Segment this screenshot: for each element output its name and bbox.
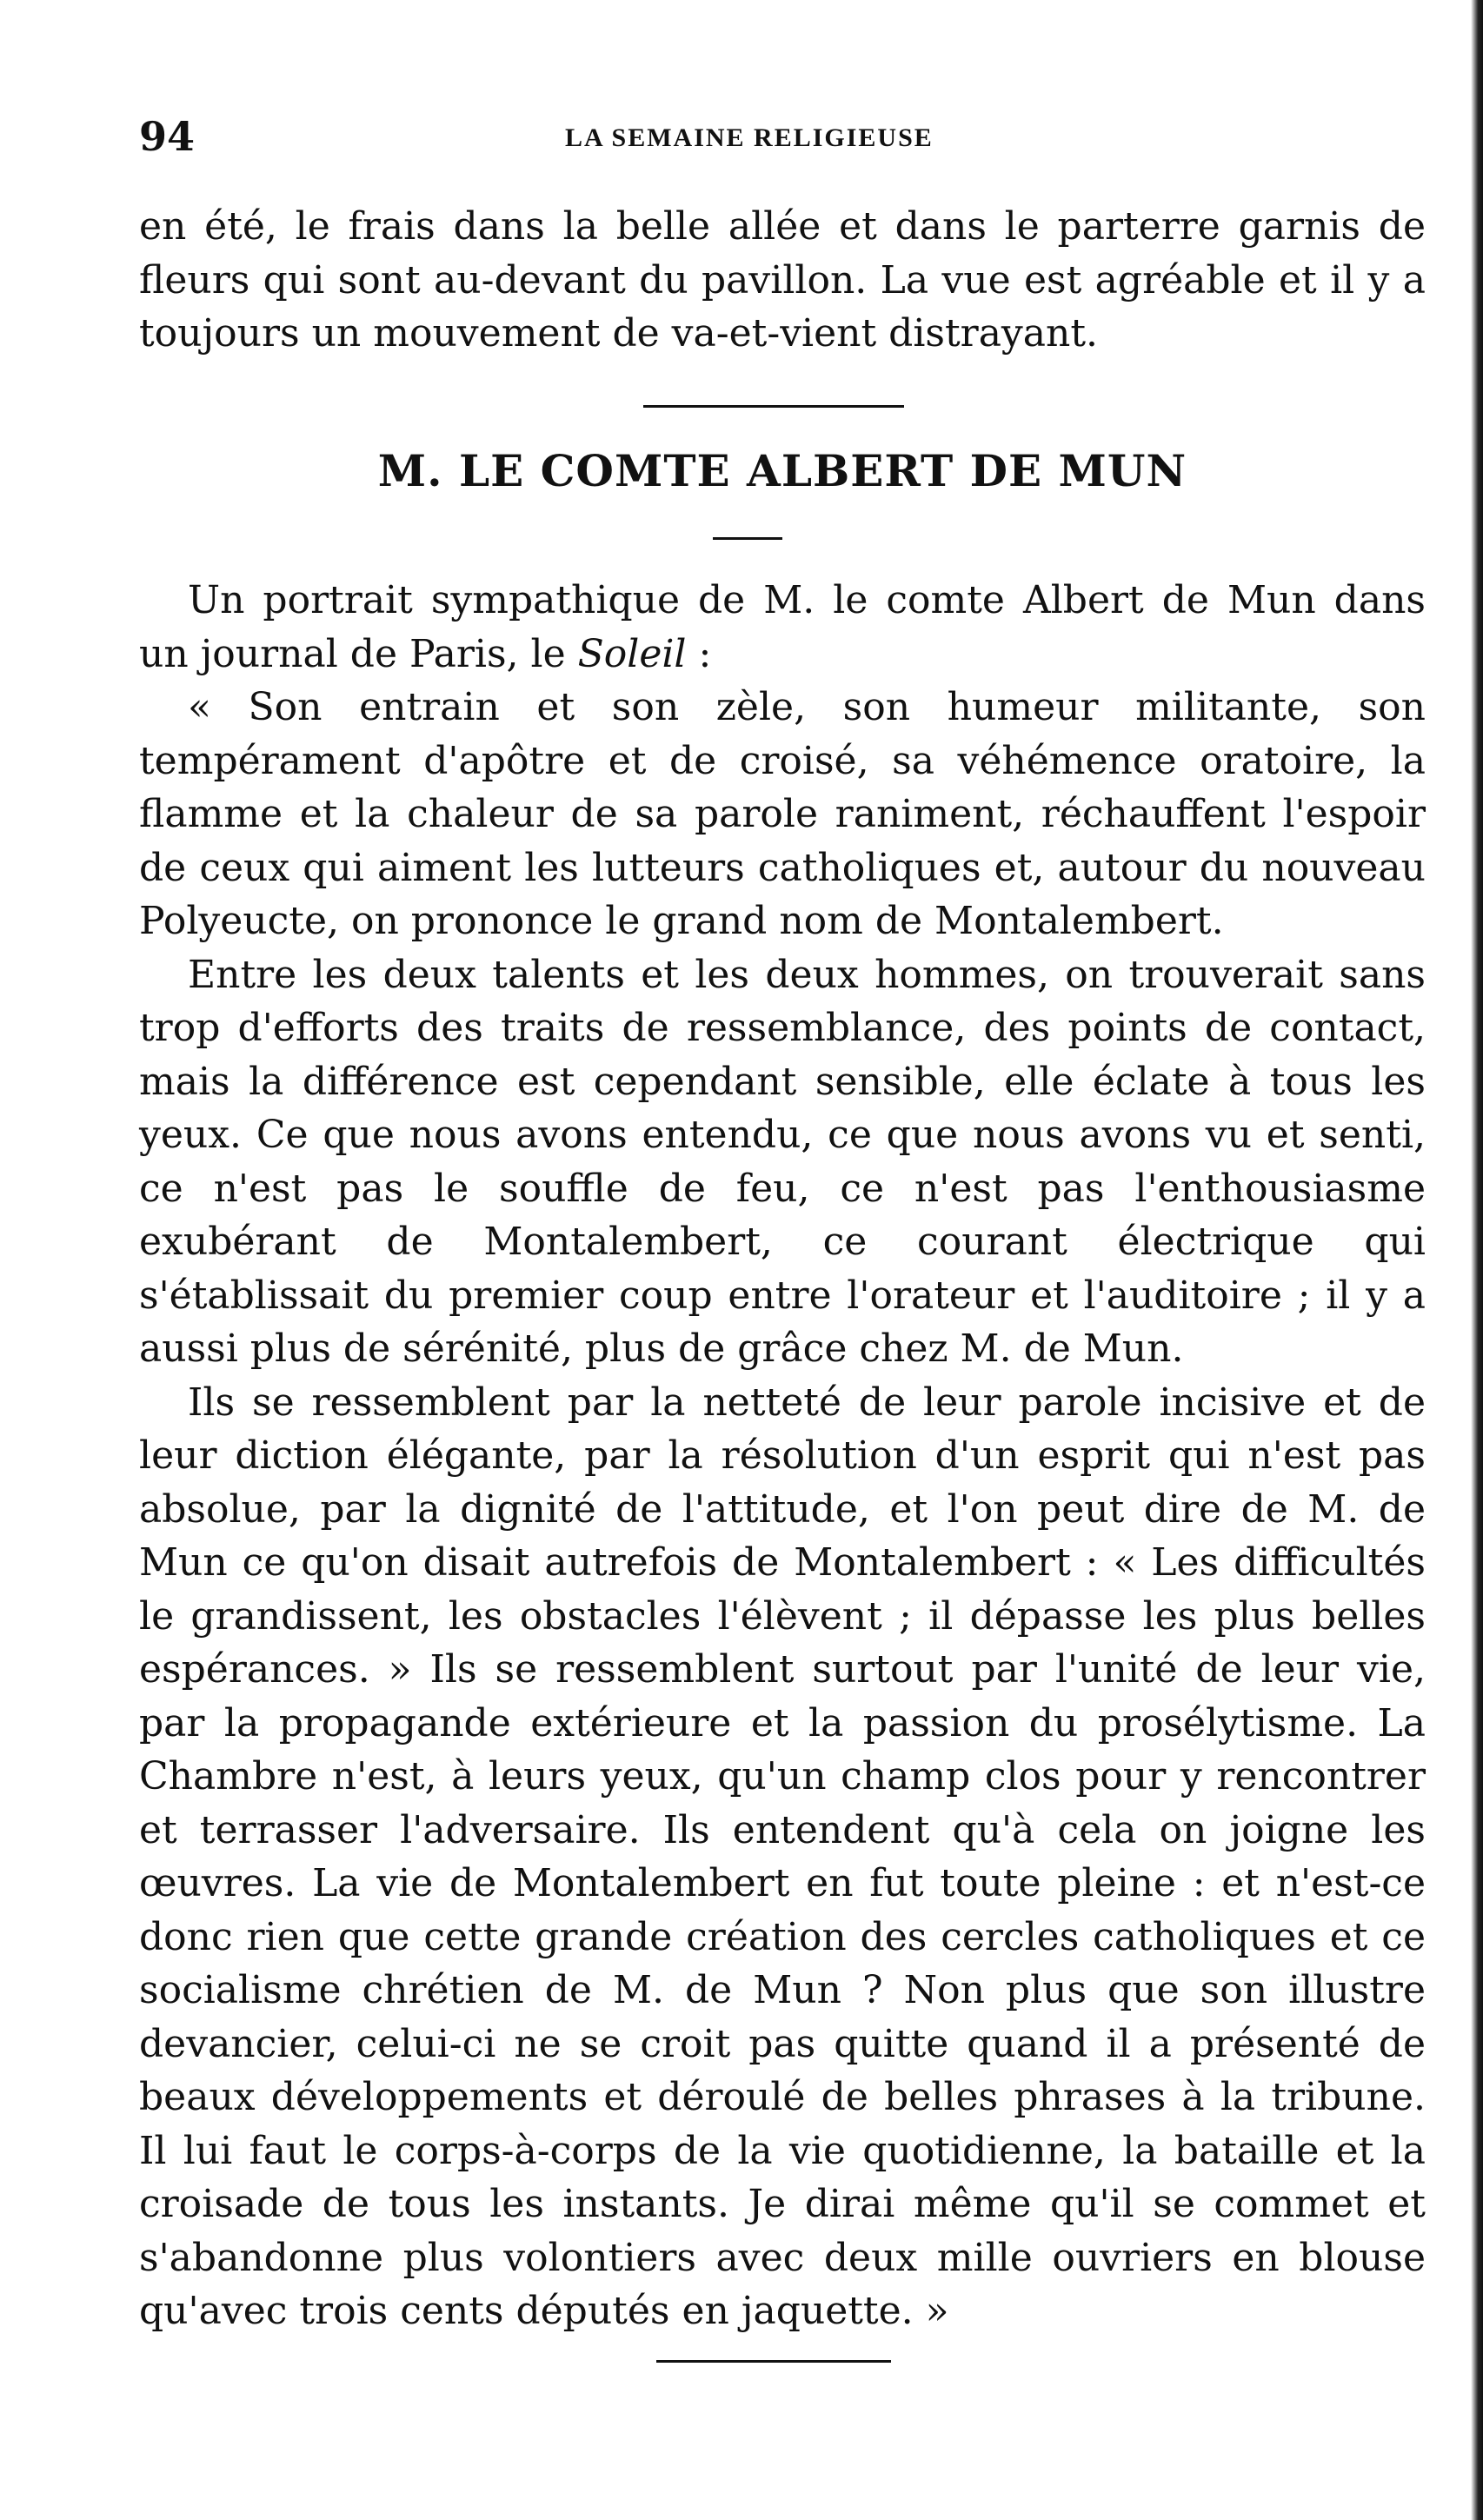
body-paragraph: Entre les deux talents et les deux hommes, on trouverait sans trop d'efforts des traits de ressemblance, des points de contact, mais la différence est cependant sensible, elle éclate à tous les yeux. Ce que nous avons entendu, ce que nous avons vu et senti, ce n'est pas le souffle de feu, ce n'est pas l'enthousiasme exubérant de Montalembert, ce courant électrique qui s'établissait du premier coup entre l'orateur et l'auditoire ; il y a aussi plus de sérénité, plus de grâce chez M. de Mun. [139, 952, 1426, 1371]
intro-paragraph: en été, le frais dans la belle allée et dans le parterre garnis de fleurs qui sont au-devant du pavillon. La vue est agréable et il y a toujours un mouvement de va-et-vient distrayant. [139, 204, 1426, 356]
section-divider-bottom [656, 2360, 891, 2363]
lead-text: Un portrait sympathique de M. le comte Albert de Mun dans un journal de Paris, le [139, 578, 1426, 676]
article-body [139, 574, 1426, 2338]
running-header [139, 113, 1426, 165]
title-underline [713, 537, 782, 540]
intro-paragraph-block [139, 200, 1426, 361]
body-paragraph: « Son entrain et son zèle, son humeur militante, son tempérament d'apôtre et de croisé, sa véhémence oratoire, la flamme et la chaleur de sa parole raniment, réchauffent l'espoir de ceux qui aiment les lutteurs catholiques et, autour du nouveau Polyeucte, on prononce le grand nom de Montalembert. [139, 685, 1426, 943]
page-number: 94 [139, 113, 196, 160]
running-title: LA SEMAINE RELIGIEUSE [565, 123, 934, 152]
body-paragraph: Ils se ressemblent par la netteté de leur parole incisive et de leur diction élégante, par la résolution d'un esprit qui n'est pas absolue, par la dignité de l'attitude, et l'on peut dire de M. de Mun ce qu'on disait autrefois de Montalembert : « Les difficultés le grandissent, les obstacles l'élèvent ; il dépasse les plus belles espérances. » Ils se ressemblent surtout par l'unité de leur vie, par la propagande extérieure et la passion du prosélytisme. La Chambre n'est, à leurs yeux, qu'un champ clos pour y rencontrer et terrasser l'adversaire. Ils entendent qu'à cela on joigne les œuvres. La vie de Montalembert en fut toute pleine : et n'est-ce donc rien que cette grande création des cercles catholiques et ce socialisme chrétien de M. de Mun ? Non plus que son illustre devancier, celui-ci ne se croit pas quitte quand il a présenté de beaux développements et déroulé de belles phrases à la tribune. Il lui faut le corps-à-corps de la vie quotidienne, la bataille et la croisade de tous les instants. Je dirai même qu'il se commet et s'abandonne plus volontiers avec deux mille ouvriers en blouse qu'avec trois cents députés en jaquette. » [139, 1380, 1426, 2333]
page-edge-shadow [1471, 0, 1483, 2520]
lead-colon: : [686, 631, 712, 676]
section-title: M. LE COMTE ALBERT DE MUN [377, 445, 1187, 496]
lead-paragraph [139, 574, 1426, 681]
journal-name: Soleil [577, 631, 687, 676]
section-divider-top [643, 405, 904, 408]
